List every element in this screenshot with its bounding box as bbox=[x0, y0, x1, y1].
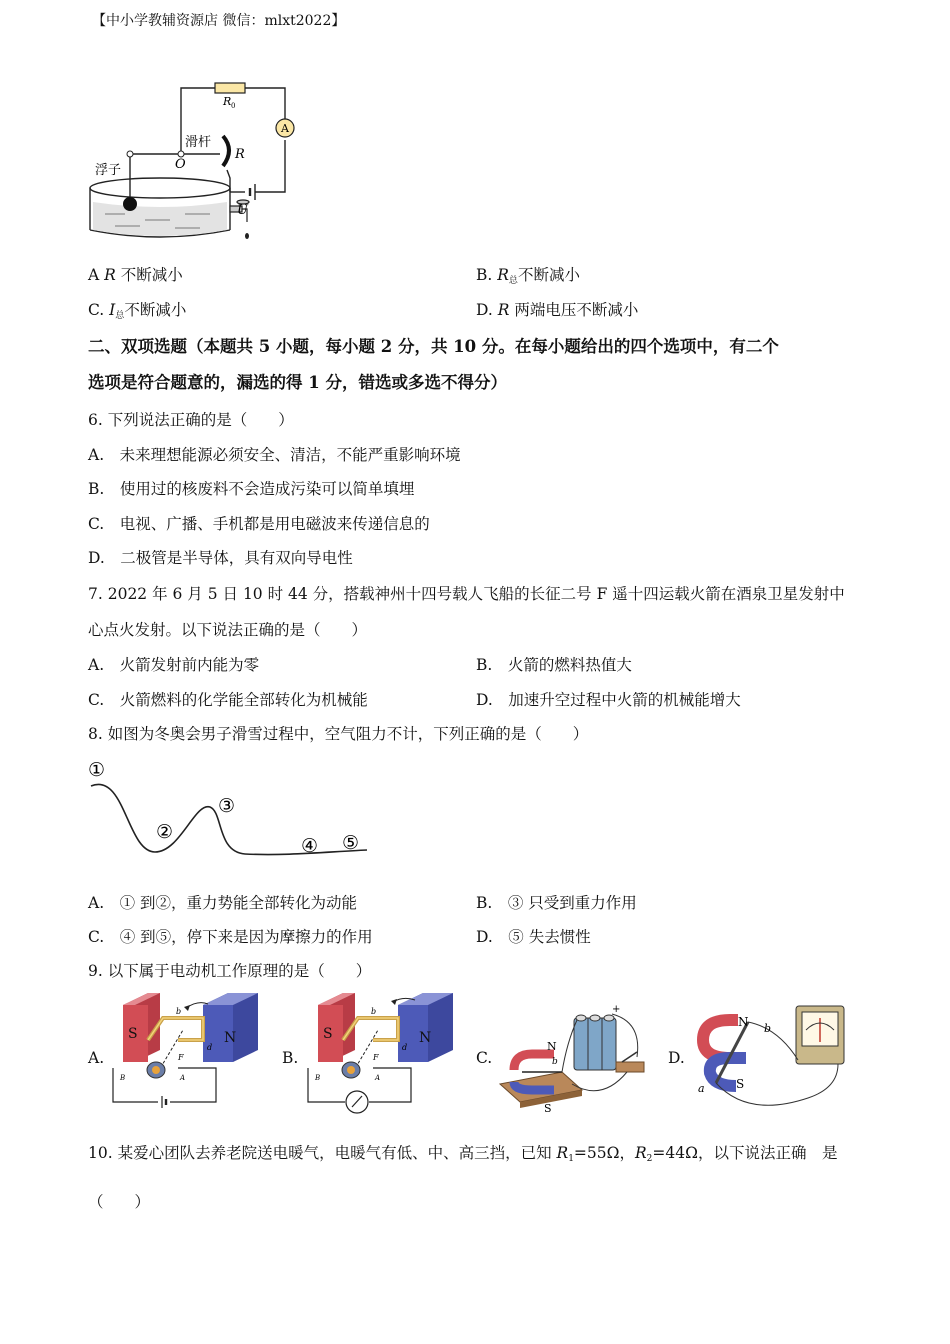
q8-option-c: C. ④ 到⑤，停下来是因为摩擦力的作用 bbox=[88, 928, 373, 946]
point-2-label: ② bbox=[156, 821, 174, 843]
q5-option-d: D. R 两端电压不断减小 bbox=[476, 301, 639, 319]
ammeter-label: A bbox=[281, 122, 289, 135]
variable-resistor-arc bbox=[223, 136, 229, 166]
resistor-r0-symbol bbox=[215, 83, 245, 93]
fig-b-f-label: F bbox=[373, 1053, 379, 1062]
q10-stem-line1: 10. 某爱心团队去养老院送电暖气，电暖气有低、中、高三挡，已知 $R_1=55\Omega$，$R_2=44\Omega$，以下说法正确 是 bbox=[88, 1144, 838, 1164]
float-label: 浮子 bbox=[95, 163, 122, 178]
q7-option-a: A. 火箭发射前内能为零 bbox=[88, 656, 260, 674]
q7-stem-line1: 7. 2022 年 6 月 5 日 10 时 44 分，搭载神州十四号载人飞船的长征二号 F 遥十四运载火箭在酒泉卫星发射中 bbox=[88, 585, 845, 603]
fig-a-big-b-label: B bbox=[120, 1074, 126, 1082]
q9-option-c-label: C. bbox=[476, 1049, 493, 1067]
point-3-label: ③ bbox=[218, 795, 236, 817]
q7-stem-line2: 心点火发射。以下说法正确的是（ ） bbox=[88, 621, 368, 639]
pivot-o-label: O bbox=[175, 157, 186, 172]
fig-a-south-pole-label: S bbox=[128, 1026, 138, 1042]
q6-option-d: D. 二极管是半导体，具有双向导电性 bbox=[88, 549, 353, 567]
fig-b-d-label: d bbox=[402, 1043, 408, 1052]
float-ball bbox=[123, 197, 137, 211]
fig-d-north-label: N bbox=[738, 1015, 749, 1029]
slider-label: 滑杆 bbox=[185, 135, 212, 150]
point-4-label: ④ bbox=[301, 835, 319, 857]
fig-a-f-label: F bbox=[178, 1053, 184, 1062]
q7-option-c: C. 火箭燃料的化学能全部转化为机械能 bbox=[88, 691, 368, 709]
fig-d-b-label: b bbox=[764, 1022, 772, 1035]
fig-a-b-label: b bbox=[176, 1007, 182, 1016]
section2-heading-line2: 选项是符合题意的，漏选的得 1 分，错选或多选不得分） bbox=[88, 373, 507, 392]
q9-option-b-label: B. bbox=[282, 1049, 299, 1067]
fig-b-south-pole-label: S bbox=[323, 1026, 333, 1042]
point-1-label: ① bbox=[88, 759, 106, 781]
q8-stem: 8. 如图为冬奥会男子滑雪过程中，空气阻力不计，下列正确的是（ ） bbox=[88, 725, 589, 743]
fig-a-d-label: d bbox=[207, 1043, 213, 1052]
fig-b-b-label: b bbox=[371, 1007, 377, 1016]
q8-option-a: A. ① 到②，重力势能全部转化为动能 bbox=[88, 894, 358, 912]
q9-option-a-label: A. bbox=[88, 1049, 105, 1067]
fig-b-north-pole-label: N bbox=[419, 1030, 432, 1046]
fig-c-b-label: b bbox=[552, 1057, 558, 1067]
fig-b-big-b-label: B bbox=[315, 1074, 321, 1082]
r0-label: R bbox=[223, 95, 232, 108]
q5-option-b: B. $R_总$不断减小 bbox=[476, 266, 580, 286]
fig-a-big-a-label: A bbox=[180, 1074, 186, 1082]
r0-sub-label: 0 bbox=[231, 102, 236, 110]
resistor-r-label: R bbox=[235, 147, 245, 162]
voltage-u-label: U bbox=[237, 203, 248, 218]
q6-option-b: B. 使用过的核废料不会造成污染可以简单填埋 bbox=[88, 480, 415, 498]
q8-option-d: D. ⑤ 失去惯性 bbox=[476, 928, 591, 946]
fig-c-south-label: S bbox=[544, 1102, 552, 1115]
section2-heading-line1: 二、双项选题（本题共 5 小题，每小题 2 分，共 10 分。在每小题给出的四个选项中，有二个 bbox=[88, 337, 779, 356]
fig-b-big-a-label: A bbox=[375, 1074, 381, 1082]
q9-figure-d-magnet-meter bbox=[688, 998, 858, 1113]
fig-a-north-pole-label: N bbox=[224, 1030, 237, 1046]
q9-figure-a-motor-battery bbox=[108, 990, 268, 1110]
fig-d-a-label: a bbox=[698, 1082, 705, 1095]
q7-option-d: D. 加速升空过程中火箭的机械能增大 bbox=[476, 691, 741, 709]
q6-stem: 6. 下列说法正确的是（ ） bbox=[88, 411, 294, 429]
ski-track-diagram bbox=[85, 752, 375, 862]
q9-option-d-label: D. bbox=[668, 1049, 685, 1067]
q9-stem: 9. 以下属于电动机工作原理的是（ ） bbox=[88, 962, 372, 980]
q5-option-c: C. $I_总$不断减小 bbox=[88, 301, 187, 321]
q10-stem-line2: （ ） bbox=[88, 1193, 151, 1211]
float-level-circuit-diagram bbox=[85, 70, 315, 250]
fig-d-south-label: S bbox=[736, 1077, 745, 1091]
q5-option-a: A R 不断减小 bbox=[88, 266, 183, 284]
page-header: 【中小学教辅资源店 微信：mlxt2022】 bbox=[92, 13, 346, 29]
q8-option-b: B. ③ 只受到重力作用 bbox=[476, 894, 637, 912]
q9-figure-b-generator-meter bbox=[303, 990, 463, 1115]
q6-option-c: C. 电视、广播、手机都是用电磁波来传递信息的 bbox=[88, 515, 430, 533]
q6-option-a: A. 未来理想能源必须安全、清洁，不能严重影响环境 bbox=[88, 446, 461, 464]
point-5-label: ⑤ bbox=[342, 832, 360, 854]
fig-c-plus-label: + bbox=[612, 1004, 621, 1015]
fig-c-north-label: N bbox=[547, 1040, 557, 1053]
q9-figure-c-magnet-battery bbox=[492, 1002, 662, 1117]
q7-option-b: B. 火箭的燃料热值大 bbox=[476, 656, 632, 674]
